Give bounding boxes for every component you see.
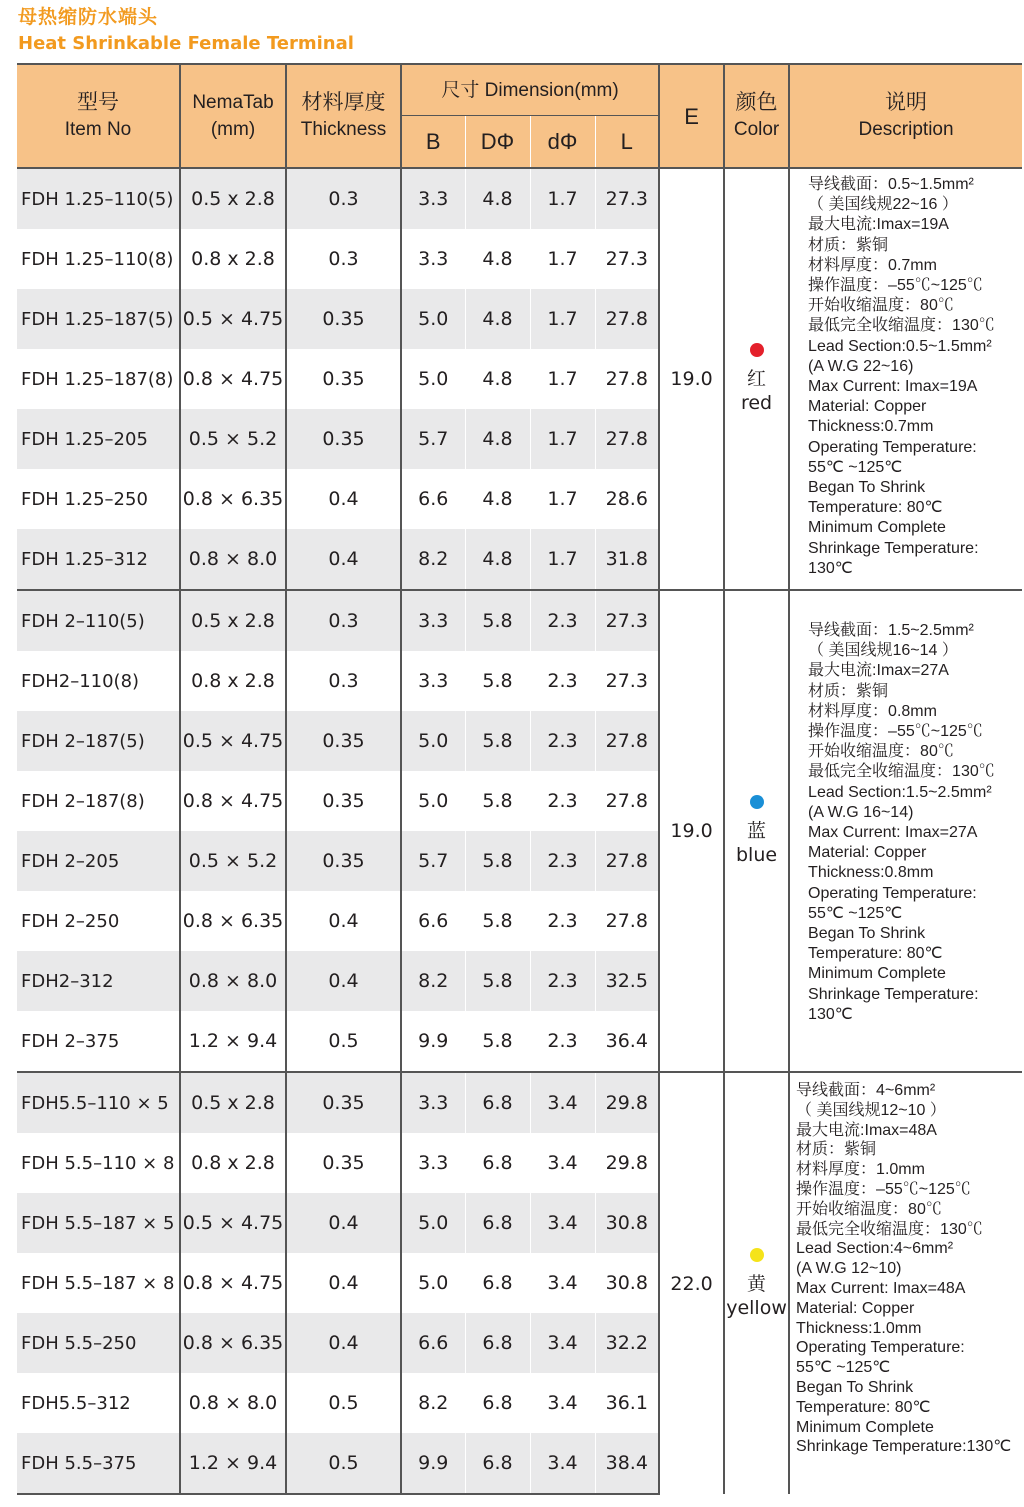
cell-item-no: FDH 1.25–187(8) (21, 368, 174, 390)
cell-thickness: 0.5 (286, 1373, 401, 1433)
description-line: 材质：紫铜 (796, 1141, 877, 1159)
page-title-cn: 母热缩防水端头 (18, 6, 159, 28)
color-dot-icon (750, 795, 764, 809)
cell-small-dphi: 3.4 (530, 1313, 595, 1373)
description-line: (A W.G 16~14) (808, 803, 914, 821)
description-line: Max Current: Imax=48A (796, 1279, 966, 1297)
cell-e: 19.0 (659, 590, 724, 1072)
cell-l: 28.6 (595, 469, 659, 529)
page-title-en: Heat Shrinkable Female Terminal (18, 33, 354, 54)
header-item-en: Item No (64, 119, 132, 140)
cell-item-no: FDH2–312 (17, 951, 180, 1011)
cell-dphi: 4.8 (465, 289, 530, 349)
cell-l: 32.5 (595, 951, 659, 1011)
cell-l: 36.4 (595, 1011, 659, 1072)
header-description-cn: 说明 (885, 91, 928, 114)
cell-item-no: FDH5.5–110 × 5 (17, 1072, 180, 1133)
cell-b: 5.0 (401, 711, 465, 771)
cell-l: 27.8 (595, 711, 659, 771)
cell-small-dphi: 2.3 (530, 891, 595, 951)
cell-item-no: FDH 1.25–312 (17, 529, 180, 590)
description-line: 操作温度：–55℃~125℃ (808, 723, 983, 741)
cell-nematab: 0.5 × 4.75 (180, 1193, 286, 1253)
description-line: Material: Copper (796, 1299, 915, 1317)
cell-small-dphi: 1.7 (530, 349, 595, 409)
cell-dphi: 5.8 (465, 951, 530, 1011)
header-color-en: Color (733, 119, 780, 140)
description-line: Max Current: Imax=27A (808, 824, 978, 842)
cell-thickness: 0.4 (286, 1193, 401, 1253)
cell-small-dphi: 2.3 (530, 590, 595, 651)
cell-dphi: 6.8 (465, 1313, 530, 1373)
description-line: Shrinkage Temperature: (808, 985, 979, 1003)
cell-dphi: 4.8 (465, 529, 530, 590)
cell-b: 3.3 (401, 651, 465, 711)
cell-dphi: 4.8 (465, 229, 530, 289)
cell-thickness: 0.3 (286, 651, 401, 711)
description-line: （ 美国线规16~14 ） (808, 642, 958, 660)
cell-small-dphi: 1.7 (530, 409, 595, 469)
cell-l: 27.3 (595, 590, 659, 651)
cell-thickness: 0.35 (286, 831, 401, 891)
description-line: 开始收缩温度：80℃ (808, 743, 954, 761)
cell-l: 36.1 (595, 1373, 659, 1433)
cell-small-dphi: 2.3 (530, 771, 595, 831)
cell-small-dphi: 1.7 (530, 529, 595, 590)
cell-description (789, 590, 1022, 1072)
header-thickness-cn: 材料厚度 (301, 91, 386, 114)
cell-small-dphi: 1.7 (530, 168, 595, 229)
cell-dphi: 6.8 (465, 1433, 530, 1494)
cell-l: 30.8 (595, 1253, 659, 1313)
description-line: 操作温度：–55℃~125℃ (808, 277, 983, 295)
cell-l: 27.8 (595, 289, 659, 349)
cell-thickness: 0.4 (286, 951, 401, 1011)
color-dot-icon (750, 1248, 764, 1262)
cell-thickness: 0.3 (286, 168, 401, 229)
cell-nematab: 0.5 x 2.8 (180, 168, 286, 229)
cell-dphi: 5.8 (465, 1011, 530, 1072)
header-l: L (595, 116, 659, 169)
cell-b: 3.3 (401, 229, 465, 289)
cell-small-dphi: 3.4 (530, 1433, 595, 1494)
cell-dphi: 4.8 (465, 409, 530, 469)
table-row (17, 590, 1022, 651)
cell-nematab: 0.8 x 2.8 (180, 1133, 286, 1193)
cell-dphi: 6.8 (465, 1373, 530, 1433)
header-small-dphi: dΦ (530, 116, 595, 169)
color-en: red (740, 392, 773, 414)
header-dphi: DΦ (465, 116, 530, 169)
description-line: 导线截面：1.5~2.5mm² (808, 622, 974, 639)
cell-b: 8.2 (401, 951, 465, 1011)
cell-item-no: FDH 2–205 (17, 831, 180, 891)
cell-l: 27.8 (595, 771, 659, 831)
cell-e: 19.0 (659, 168, 724, 590)
cell-item-no: FDH 2–110(5) (17, 590, 180, 651)
header-b: B (401, 116, 465, 169)
description-line: (A W.G 12~10) (796, 1260, 902, 1278)
header-thickness-en: Thickness (300, 119, 387, 140)
cell-b: 9.9 (401, 1433, 465, 1494)
cell-small-dphi: 2.3 (530, 711, 595, 771)
description-line: 最低完全收缩温度：130℃ (808, 317, 995, 335)
cell-dphi: 5.8 (465, 831, 530, 891)
description-line: Shrinkage Temperature:130℃ (796, 1438, 1012, 1456)
description-line: 130℃ (808, 559, 853, 577)
cell-b: 3.3 (401, 1072, 465, 1133)
cell-thickness: 0.35 (286, 1133, 401, 1193)
cell-small-dphi: 2.3 (530, 651, 595, 711)
cell-item-no: FDH 5.5–375 (17, 1433, 180, 1494)
description-line: 导线截面：4~6mm² (796, 1082, 936, 1099)
cell-small-dphi: 1.7 (530, 469, 595, 529)
cell-color (724, 1072, 789, 1494)
cell-small-dphi: 1.7 (530, 229, 595, 289)
cell-nematab: 0.8 × 6.35 (180, 1313, 286, 1373)
cell-description (789, 168, 1022, 590)
description-line: Minimum Complete (796, 1418, 934, 1436)
header-thickness (286, 64, 401, 168)
header-item-cn: 型号 (77, 91, 119, 114)
description-line: Operating Temperature: (796, 1339, 965, 1357)
description-line: 130℃ (808, 1005, 853, 1023)
description-line: Minimum Complete (808, 519, 946, 537)
description-line: Operating Temperature: (808, 884, 977, 902)
description-line: 开始收缩温度：80℃ (808, 297, 954, 315)
cell-nematab: 0.8 × 4.75 (180, 349, 286, 409)
description-line: Began To Shrink (796, 1378, 914, 1396)
color-cn: 黄 (747, 1272, 767, 1295)
cell-nematab: 0.5 × 4.75 (180, 711, 286, 771)
cell-nematab: 0.5 × 4.75 (180, 289, 286, 349)
description-line: Began To Shrink (808, 479, 926, 497)
description-line: 55℃ ~125℃ (808, 458, 903, 476)
cell-dphi: 5.8 (465, 651, 530, 711)
cell-item-no: FDH 2–187(5) (17, 711, 180, 771)
cell-b: 3.3 (401, 590, 465, 651)
cell-dphi: 4.8 (465, 168, 530, 229)
cell-dphi: 6.8 (465, 1072, 530, 1133)
cell-color (724, 590, 789, 1072)
cell-small-dphi: 3.4 (530, 1253, 595, 1313)
description-line: Thickness:0.8mm (808, 864, 934, 882)
header-nematab-label: NemaTab (192, 92, 274, 113)
cell-nematab: 0.8 × 8.0 (180, 529, 286, 590)
cell-item-no: FDH 5.5–187 × 8 (21, 1272, 175, 1294)
cell-item-no: FDH 1.25–110(8) (21, 248, 174, 270)
description-line: Material: Copper (808, 398, 927, 416)
cell-thickness: 0.5 (286, 1433, 401, 1494)
color-en: yellow (726, 1296, 787, 1319)
description-line: Temperature: 80℃ (808, 499, 943, 517)
cell-b: 6.6 (401, 1313, 465, 1373)
color-cn: 蓝 (747, 820, 767, 842)
table-body (17, 168, 1022, 1494)
cell-nematab: 0.8 × 6.35 (180, 891, 286, 951)
description-line: 材质：紫铜 (808, 682, 889, 700)
cell-thickness: 0.35 (286, 711, 401, 771)
table-row (17, 1072, 1022, 1133)
description-line: 最低完全收缩温度：130℃ (808, 763, 995, 781)
cell-nematab: 0.8 x 2.8 (180, 651, 286, 711)
cell-thickness: 0.4 (286, 1253, 401, 1313)
cell-thickness: 0.4 (286, 529, 401, 590)
cell-nematab: 0.5 × 5.2 (180, 831, 286, 891)
description-line: 最大电流:Imax=19A (808, 216, 949, 234)
cell-b: 5.0 (401, 349, 465, 409)
table-header (17, 64, 1022, 168)
cell-thickness: 0.3 (286, 229, 401, 289)
cell-b: 5.0 (401, 289, 465, 349)
header-e: E (659, 64, 724, 168)
description-line: 操作温度：–55℃~125℃ (796, 1180, 971, 1198)
cell-item-no: FDH 1.25–187(5) (17, 289, 180, 349)
cell-b: 5.7 (401, 831, 465, 891)
cell-l: 29.8 (595, 1072, 659, 1133)
table-row (17, 168, 1022, 229)
color-dot-icon (750, 343, 764, 357)
cell-thickness: 0.4 (286, 1313, 401, 1373)
cell-thickness: 0.5 (286, 1011, 401, 1072)
cell-dphi: 5.8 (465, 891, 530, 951)
description-line: Lead Section:0.5~1.5mm² (808, 337, 992, 355)
cell-dphi: 6.8 (465, 1193, 530, 1253)
cell-nematab: 0.8 × 4.75 (180, 1253, 286, 1313)
cell-dphi: 4.8 (465, 349, 530, 409)
spec-table (17, 63, 1022, 1495)
cell-dphi: 5.8 (465, 590, 530, 651)
cell-b: 9.9 (401, 1011, 465, 1072)
cell-nematab: 0.8 × 4.75 (180, 771, 286, 831)
cell-color (724, 168, 789, 590)
description-line: Thickness:1.0mm (796, 1319, 922, 1337)
cell-l: 27.8 (595, 891, 659, 951)
cell-small-dphi: 3.4 (530, 1133, 595, 1193)
header-nematab-unit: (mm) (210, 119, 256, 140)
description-line: 最低完全收缩温度：130℃ (796, 1220, 983, 1238)
description-line: 材料厚度：1.0mm (796, 1161, 925, 1179)
description-line: （ 美国线规22~16 ） (808, 196, 958, 214)
cell-b: 3.3 (401, 1133, 465, 1193)
cell-dphi: 6.8 (465, 1133, 530, 1193)
cell-b: 5.0 (401, 1253, 465, 1313)
description-line: Temperature: 80℃ (796, 1398, 931, 1416)
cell-nematab: 0.5 × 5.2 (180, 409, 286, 469)
header-color-cn: 颜色 (735, 91, 778, 114)
header-description-en: Description (858, 119, 954, 140)
cell-b: 8.2 (401, 1373, 465, 1433)
cell-small-dphi: 3.4 (530, 1373, 595, 1433)
cell-l: 27.3 (595, 651, 659, 711)
cell-nematab: 0.5 x 2.8 (180, 590, 286, 651)
cell-l: 27.3 (595, 229, 659, 289)
cell-small-dphi: 2.3 (530, 1011, 595, 1072)
cell-description (789, 1072, 1022, 1494)
cell-small-dphi: 1.7 (530, 289, 595, 349)
description-line: Began To Shrink (808, 925, 926, 943)
cell-nematab: 0.5 x 2.8 (180, 1072, 286, 1133)
description-line: 导线截面：0.5~1.5mm² (808, 176, 974, 193)
cell-e: 22.0 (659, 1072, 724, 1494)
cell-small-dphi: 2.3 (530, 951, 595, 1011)
cell-small-dphi: 2.3 (530, 831, 595, 891)
cell-thickness: 0.35 (286, 771, 401, 831)
cell-nematab: 0.8 x 2.8 (180, 229, 286, 289)
cell-b: 5.0 (401, 771, 465, 831)
cell-b: 3.3 (401, 168, 465, 229)
description-line: (A W.G 22~16) (808, 357, 914, 375)
cell-b: 8.2 (401, 529, 465, 590)
description-line: Lead Section:4~6mm² (796, 1240, 954, 1258)
cell-item-no: FDH 2–375 (21, 1030, 120, 1052)
description-line: （ 美国线规12~10 ） (796, 1101, 946, 1119)
cell-nematab: 1.2 × 9.4 (180, 1433, 286, 1494)
description-line: Operating Temperature: (808, 438, 977, 456)
cell-item-no: FDH 1.25–205 (17, 409, 180, 469)
cell-dphi: 6.8 (465, 1253, 530, 1313)
description-line: 材料厚度：0.7mm (808, 256, 937, 274)
description-line: Max Current: Imax=19A (808, 378, 978, 396)
cell-b: 5.7 (401, 409, 465, 469)
cell-item-no: FDH 1.25–110(5) (17, 168, 180, 229)
cell-item-no: FDH 5.5–250 (17, 1313, 180, 1373)
cell-dphi: 5.8 (465, 711, 530, 771)
cell-thickness: 0.35 (286, 349, 401, 409)
cell-thickness: 0.35 (286, 1072, 401, 1133)
cell-small-dphi: 3.4 (530, 1072, 595, 1133)
header-item-no (17, 64, 180, 168)
cell-l: 27.8 (595, 409, 659, 469)
cell-b: 6.6 (401, 891, 465, 951)
cell-b: 5.0 (401, 1193, 465, 1253)
color-en: blue (736, 844, 778, 866)
description-line: 开始收缩温度：80℃ (796, 1200, 942, 1218)
cell-nematab: 0.8 × 8.0 (180, 951, 286, 1011)
description-line: Minimum Complete (808, 965, 946, 983)
header-dimension: 尺寸 Dimension(mm) (401, 64, 659, 116)
cell-l: 27.3 (595, 168, 659, 229)
cell-nematab: 0.8 × 6.35 (180, 469, 286, 529)
spec-table-container (17, 63, 1022, 1495)
description-line: Material: Copper (808, 844, 927, 862)
cell-thickness: 0.4 (286, 891, 401, 951)
cell-dphi: 5.8 (465, 771, 530, 831)
cell-thickness: 0.4 (286, 469, 401, 529)
description-line: 材料厚度：0.8mm (808, 702, 937, 720)
cell-thickness: 0.35 (286, 409, 401, 469)
cell-item-no: FDH 5.5–187 × 5 (17, 1193, 180, 1253)
cell-l: 30.8 (595, 1193, 659, 1253)
cell-dphi: 4.8 (465, 469, 530, 529)
color-cn: 红 (747, 368, 767, 390)
description-line: Lead Section:1.5~2.5mm² (808, 783, 992, 801)
description-line: 最大电流:Imax=27A (808, 662, 949, 680)
description-line: 55℃ ~125℃ (796, 1359, 891, 1377)
cell-thickness: 0.3 (286, 590, 401, 651)
description-line: 55℃ ~125℃ (808, 904, 903, 922)
cell-item-no: FDH 5.5–110 × 8 (21, 1152, 175, 1174)
description-line: 材质：紫铜 (808, 236, 889, 254)
description-line: Temperature: 80℃ (808, 945, 943, 963)
header-description (789, 64, 1022, 168)
cell-item-no: FDH5.5–312 (21, 1392, 131, 1414)
cell-l: 27.8 (595, 349, 659, 409)
cell-l: 32.2 (595, 1313, 659, 1373)
header-nematab (180, 64, 286, 168)
cell-item-no: FDH2–110(8) (21, 670, 140, 692)
description-line: Shrinkage Temperature: (808, 539, 979, 557)
cell-item-no: FDH 2–187(8) (21, 790, 145, 812)
cell-small-dphi: 3.4 (530, 1193, 595, 1253)
cell-nematab: 0.8 × 8.0 (180, 1373, 286, 1433)
cell-l: 38.4 (595, 1433, 659, 1494)
cell-l: 29.8 (595, 1133, 659, 1193)
cell-item-no: FDH 2–250 (21, 910, 120, 932)
cell-nematab: 1.2 × 9.4 (180, 1011, 286, 1072)
description-line: Thickness:0.7mm (808, 418, 934, 436)
description-line: 最大电流:Imax=48A (796, 1121, 937, 1139)
header-color (724, 64, 789, 168)
cell-l: 31.8 (595, 529, 659, 590)
cell-item-no: FDH 1.25–250 (21, 488, 148, 510)
cell-thickness: 0.35 (286, 289, 401, 349)
cell-b: 6.6 (401, 469, 465, 529)
cell-l: 27.8 (595, 831, 659, 891)
